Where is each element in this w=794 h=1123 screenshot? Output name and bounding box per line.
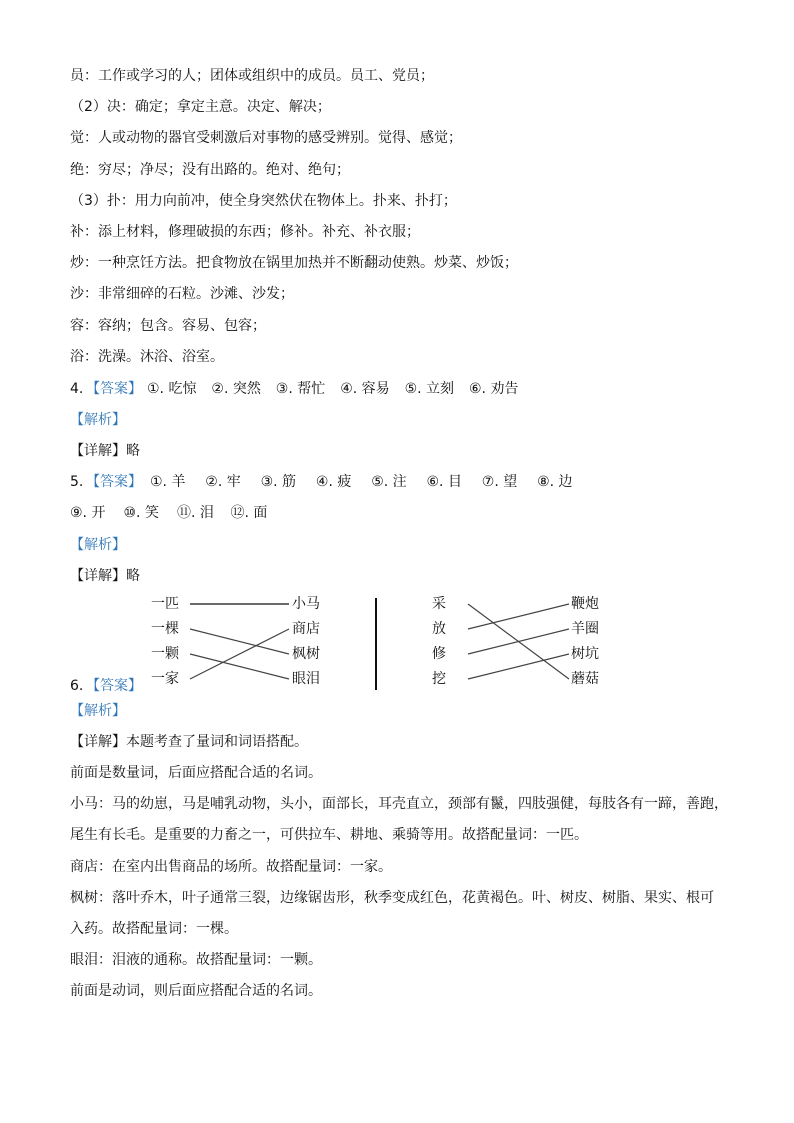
q4-answer-label: 【答案】 <box>86 381 142 397</box>
answer-item: ⑥. 目 <box>426 474 462 490</box>
definition-line: 浴：洗澡。沐浴、浴室。 <box>70 348 224 365</box>
answer-item: ①. 羊 <box>150 474 186 490</box>
q6-number: 6. <box>70 678 84 694</box>
q6-analysis-label: 【解析】 <box>70 703 126 719</box>
answer-item: ①. 吃惊 <box>147 381 197 397</box>
answer-item: ⑦. 望 <box>481 474 518 490</box>
paragraph-line: 枫树：落叶乔木，叶子通常三裂，边缘锯齿形，秋季变成红色，花黄褐色。叶、树皮、树脂、果实、根可 <box>70 889 714 906</box>
diagram-right-word: 枫树 <box>292 646 320 662</box>
diagram-right-word: 眼泪 <box>292 671 320 687</box>
definition-line: 绝：穷尽；净尽；没有出路的。绝对、绝句； <box>70 161 350 178</box>
connection-line <box>190 629 289 654</box>
q5-answer-label: 【答案】 <box>86 474 142 490</box>
answer-item: ②. 牢 <box>205 474 241 490</box>
diagram-left-word: 修 <box>432 646 446 662</box>
diagram-left-word: 采 <box>432 596 446 612</box>
detail-label: 【详解】 <box>70 568 126 584</box>
q5-analysis-label: 【解析】 <box>70 537 126 553</box>
paragraph-line: 前面是动词，则后面应搭配合适的名词。 <box>70 983 322 1000</box>
answer-item: ②. 突然 <box>211 381 261 397</box>
diagram-left-word: 一家 <box>151 671 179 687</box>
definition-line: 员：工作或学习的人；团体或组织中的成员。员工、党员； <box>70 68 434 84</box>
connection-line <box>468 604 569 629</box>
paragraph-line: 尾生有长毛。是重要的力畜之一，可供拉车、耕地、乘骑等用。故搭配量词：一匹。 <box>70 827 588 844</box>
diagram-right-word: 羊圈 <box>571 621 599 637</box>
detail-text: 略 <box>126 443 140 459</box>
answer-item: ③. 筋 <box>260 474 297 490</box>
answer-item: ⑤. 立刻 <box>404 381 455 397</box>
diagram-right-word: 商店 <box>292 621 320 637</box>
definition-line: 炒：一种烹饪方法。把食物放在锅里加热并不断翻动使熟。炒菜、炒饭； <box>70 255 518 272</box>
definition-line: 觉：人或动物的器官受刺激后对事物的感受辨别。觉得、感觉； <box>70 130 462 147</box>
paragraph-line: 前面是数量词，后面应搭配合适的名词。 <box>70 765 322 781</box>
definition-line: 补：添上材料，修理破损的东西；修补。补充、补衣服； <box>70 224 420 240</box>
answer-item: ⑤. 注 <box>371 474 407 490</box>
diagram-right-word: 小马 <box>292 596 320 612</box>
diagram-left-word: 挖 <box>432 671 446 687</box>
q4-analysis-label: 【解析】 <box>70 412 126 428</box>
diagram-left-word: 一匹 <box>151 596 179 612</box>
paragraph-line: 小马：马的幼崽，马是哺乳动物，头小，面部长，耳壳直立，颈部有鬣，四肢强健，每肢各有一蹄，善跑， <box>70 796 728 813</box>
detail-label: 【详解】 <box>70 734 126 750</box>
definition-line: （3）扑：用力向前冲，使全身突然伏在物体上。扑来、扑打； <box>70 192 457 209</box>
answer-item: ⑨. 开 <box>70 505 106 521</box>
definition-line: （2）决：确定；拿定主意。决定、解决； <box>70 99 331 116</box>
answer-item: ⑧. 边 <box>537 474 573 490</box>
answer-item: ⑥. 劝告 <box>469 381 519 397</box>
q6-detail <box>70 733 308 751</box>
answer-item: ⑫. 面 <box>230 505 268 521</box>
connection-line <box>468 654 569 679</box>
diagram-left-word: 一棵 <box>151 621 179 637</box>
q5-number: 5. <box>70 474 84 490</box>
answer-item: ⑩. 笑 <box>123 505 159 521</box>
answer-item: ④. 疲 <box>315 474 352 490</box>
diagram-right-word: 鞭炮 <box>571 596 599 612</box>
definition-line: 容：容纳；包含。容易、包容； <box>70 317 266 334</box>
q6-answer-label: 【答案】 <box>86 678 142 694</box>
connection-line <box>468 629 569 654</box>
connection-line <box>190 629 289 679</box>
connection-line <box>190 654 289 679</box>
paragraph-line: 眼泪：泪液的通称。故搭配量词：一颗。 <box>70 952 322 969</box>
q4-number: 4. <box>70 381 84 397</box>
answer-item: ⑪. 泪 <box>177 505 214 521</box>
diagram-left-word: 一颗 <box>151 646 179 662</box>
paragraph-line: 入药。故搭配量词：一棵。 <box>70 921 238 937</box>
paragraph-line: 商店：在室内出售商品的场所。故搭配量词：一家。 <box>70 858 392 875</box>
detail-text: 略 <box>126 568 140 584</box>
diagram-right-word: 蘑菇 <box>571 671 599 687</box>
answer-item: ④. 容易 <box>340 381 390 397</box>
detail-label: 【详解】 <box>70 443 126 459</box>
answer-item: ③. 帮忙 <box>275 381 326 397</box>
diagram-left-word: 放 <box>432 621 446 637</box>
detail-text: 本题考查了量词和词语搭配。 <box>126 734 308 750</box>
definition-line: 沙：非常细碎的石粒。沙滩、沙发； <box>70 286 294 303</box>
diagram-right-word: 树坑 <box>571 646 599 662</box>
